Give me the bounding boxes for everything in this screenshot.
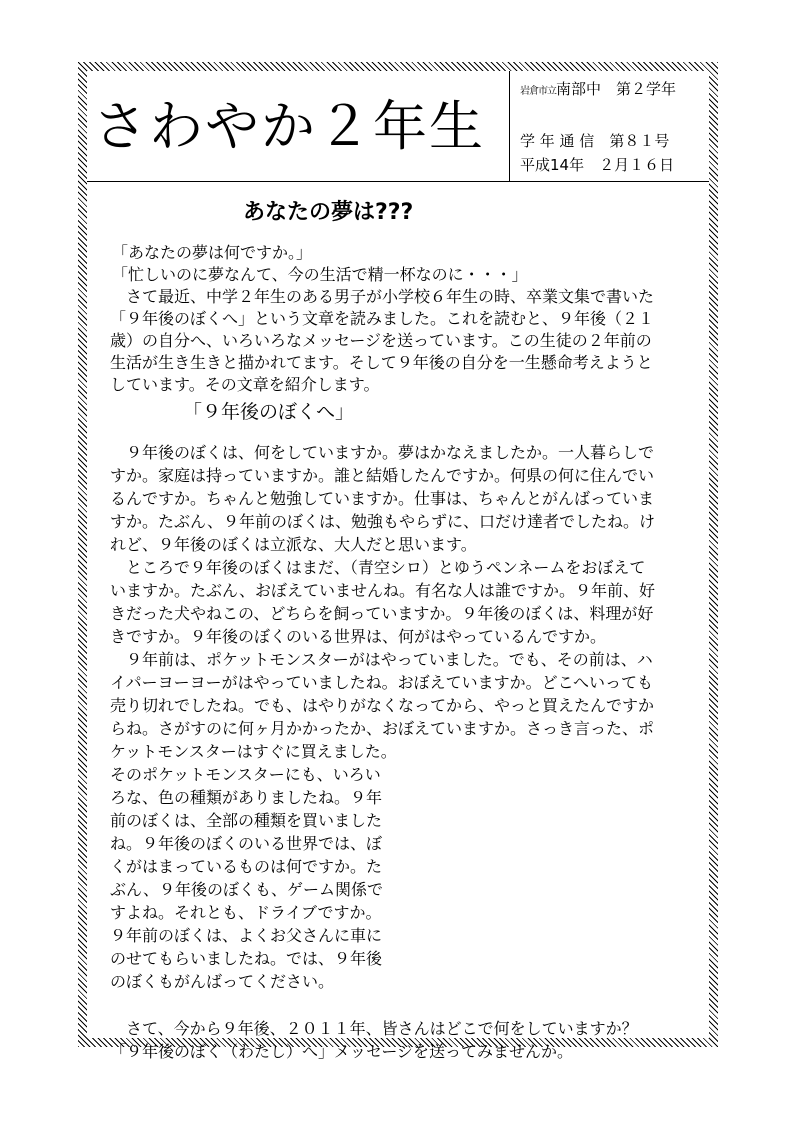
intro-line: しています。その文章を紹介します。 — [110, 375, 380, 394]
school-city: 岩倉市立 — [520, 86, 556, 97]
essay-line: れど、９年後のぼくは立派な、大人だと思います。 — [110, 535, 477, 554]
intro-line: さて最近、中学２年生のある男子が小学校６年生の時、卒業文集で書いた — [110, 287, 655, 306]
issue-date: ２月１６日 — [599, 156, 675, 174]
intro-line: 歳）の自分へ、いろいろなメッセージを送っています。この生徒の２年前の — [110, 331, 652, 350]
intro-line: 「９年後のぼくへ」という文章を読みました。これを読むと、９年後（２１ — [110, 309, 655, 328]
closing-line: さて、今から９年後、２０１１年、皆さんはどこで何をしていますか？ — [110, 1019, 638, 1038]
essay-title: 「９年後のぼくへ」 — [183, 401, 355, 423]
date-line — [520, 155, 674, 175]
intro-line: 「忙しいのに夢なんて、今の生活で精一杯なのに・・・」 — [112, 265, 528, 284]
essay-line: きだった犬やねこの、どちらを飼っていますか。９年後のぼくは、料理が好 — [110, 604, 654, 623]
issue-line — [520, 131, 669, 151]
era-year: 平成14年 — [520, 156, 585, 174]
essay-line: イパーヨーヨーがはやっていましたね。おぼえていますか。どこへいっても — [110, 673, 654, 692]
school-grade-line — [520, 79, 676, 102]
newsletter-title: さわやか２年生 — [93, 95, 485, 158]
newsletter-header — [87, 71, 709, 182]
intro-line: 生活が生き生きと描かれてます。そして９年後の自分を一生懸命考えようと — [110, 353, 653, 372]
title-cell — [87, 71, 510, 181]
essay-line: ところで９年後のぼくはまだ、（青空シロ）とゆうペンネームをおぼえて — [110, 558, 646, 577]
newsletter-type: 学 年 通 信 — [520, 132, 595, 150]
essay-line: くがはまっているものは何ですか。た — [110, 857, 383, 876]
essay-line: のぼくもがんばってください。 — [110, 972, 335, 991]
essay-line: ９年前は、ポケットモンスターがはやっていました。でも、その前は、ハ — [110, 650, 653, 669]
essay-line: ぶん、９年後のぼくも、ゲーム関係で — [110, 880, 383, 899]
essay-line: ケットモンスターはすぐに買えました。 — [110, 742, 397, 761]
essay-line: ね。９年後のぼくのいる世界では、ぼ — [110, 834, 383, 853]
issue-number: 第８１号 — [609, 132, 670, 150]
essay-line: ろな、色の種類がありましたね。９年 — [110, 788, 383, 807]
intro-line: 「あなたの夢は何ですか。」 — [112, 243, 313, 262]
grade: 第２学年 — [616, 80, 677, 98]
essay-line: すか。家庭は持っていますか。誰と結婚したんですか。何県の何に住んでい — [110, 466, 655, 485]
essay-line: すよね。それとも、ドライブですか。 — [110, 903, 382, 922]
article-headline: あなたの夢は??? — [243, 200, 414, 225]
essay-line: いますか。たぶん、おぼえていませんね。有名な人は誰ですか。９年前、好 — [110, 581, 655, 600]
essay-line: ９年後のぼくは、何をしていますか。夢はかなえましたか。一人暮らしで — [110, 443, 655, 462]
essay-line: すか。たぶん、９年前のぼくは、勉強もやらずに、口だけ達者でしたね。け — [110, 512, 655, 531]
essay-line: 売り切れでしたね。でも、はやりがなくなってから、やっと買えたんですか — [110, 696, 655, 715]
essay-line: ９年前のぼくは、よくお父さんに車に — [110, 926, 383, 945]
closing-line: 「９年後のぼく（わたし）へ」メッセージを送ってみませんか。 — [110, 1042, 574, 1061]
essay-line: るんですか。ちゃんと勉強していますか。仕事は、ちゃんとがんばっていま — [110, 489, 655, 508]
school-name: 南部中 — [556, 80, 602, 98]
essay-line: きですか。９年後のぼくのいる世界は、何がはやっているんですか。 — [110, 627, 607, 646]
essay-line: 前のぼくは、全部の種類を買いました — [110, 811, 383, 830]
essay-line: そのポケットモンスターにも、いろい — [110, 765, 381, 784]
issue-info — [520, 71, 706, 181]
essay-line: らね。さがすのに何ヶ月かかったか、おぼえていますか。さっき言った、ポ — [110, 719, 655, 738]
essay-line: のせてもらいましたね。では、９年後 — [110, 949, 383, 968]
